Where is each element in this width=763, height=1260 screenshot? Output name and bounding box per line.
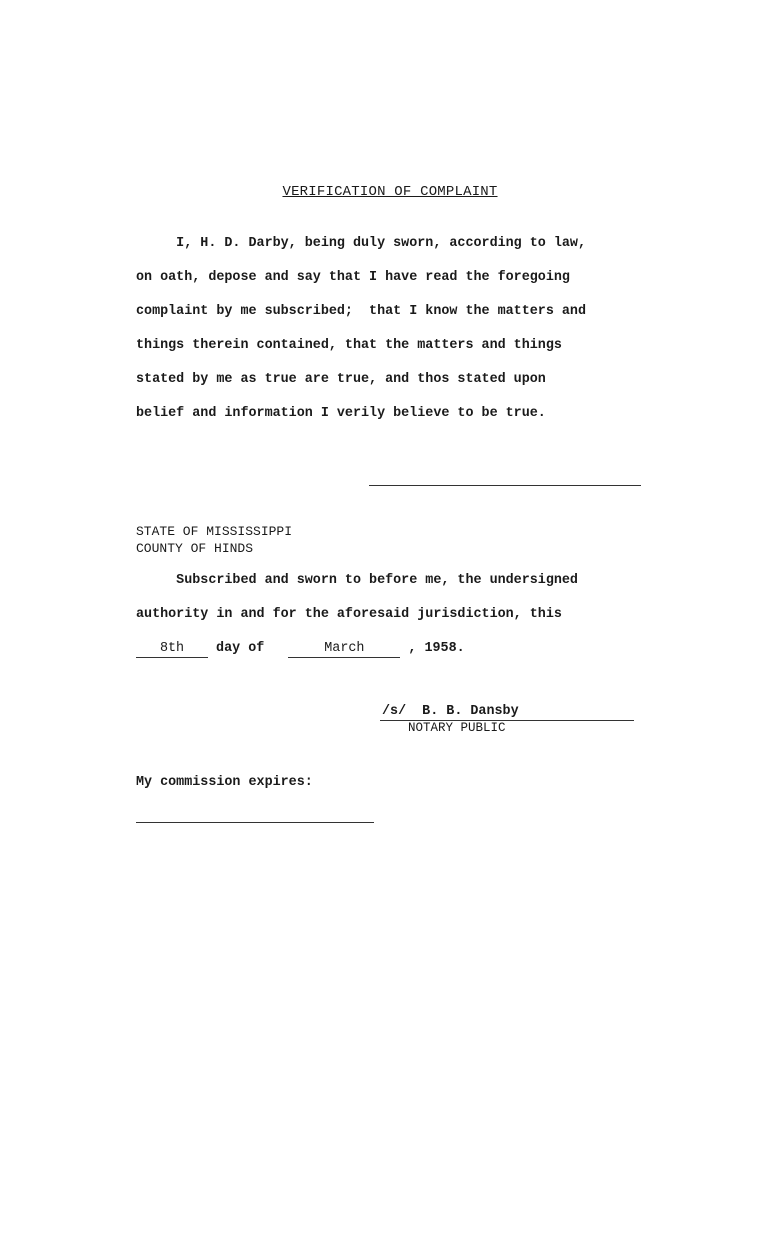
- day-field: 8th: [136, 641, 208, 658]
- paragraph-line: I, H. D. Darby, being duly sworn, according to law,: [136, 236, 586, 251]
- paragraph-line: stated by me as true are true, and thos stated upon: [136, 372, 546, 387]
- affiant-signature-line: [369, 485, 641, 486]
- notary-title: NOTARY PUBLIC: [408, 721, 506, 735]
- day-of-text: day of: [216, 641, 265, 656]
- paragraph-line: belief and information I verily believe to be true.: [136, 406, 546, 421]
- venue-block: [136, 523, 292, 557]
- venue-county: COUNTY OF HINDS: [136, 541, 254, 556]
- year-text: , 1958.: [408, 641, 465, 656]
- commission-label: My commission expires:: [136, 775, 313, 790]
- notary-signature-block: [380, 704, 634, 736]
- paragraph-line: things therein contained, that the matters and things: [136, 338, 562, 353]
- paragraph-line: Subscribed and sworn to before me, the undersigned: [136, 573, 578, 588]
- notary-signature: /s/ B. B. Dansby: [380, 704, 634, 721]
- jurat-paragraph: [136, 564, 656, 632]
- jurat-date-line: [136, 632, 465, 666]
- paragraph-line: complaint by me subscribed; that I know the matters and: [136, 304, 586, 319]
- document-title: VERIFICATION OF COMPLAINT: [282, 184, 498, 200]
- verification-paragraph: [136, 227, 656, 431]
- commission-expiry-line: [136, 822, 374, 823]
- paragraph-line: authority in and for the aforesaid jurisdiction, this: [136, 607, 562, 622]
- month-field: March: [288, 641, 400, 658]
- paragraph-line: on oath, depose and say that I have read the foregoing: [136, 270, 570, 285]
- venue-state: STATE OF MISSISSIPPI: [136, 524, 293, 539]
